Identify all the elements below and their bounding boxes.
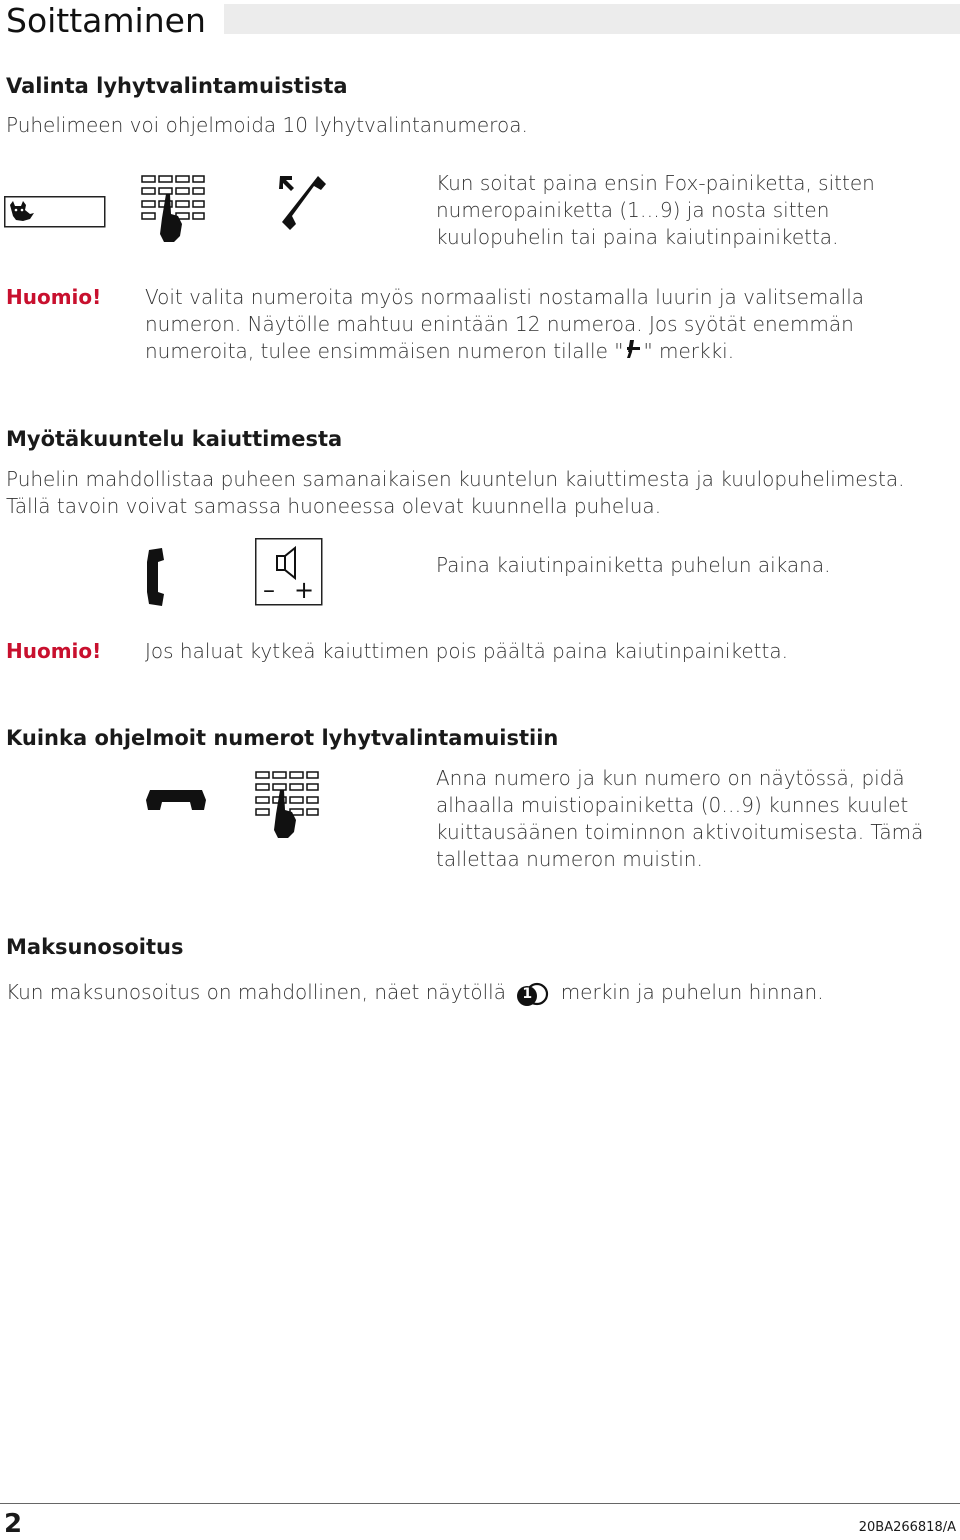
speed-dial-instruction <box>436 170 875 251</box>
note-line: Voit valita numeroita myös normaalisti nostamalla luurin ja valitsemalla <box>145 285 865 309</box>
note-text: numeroita, tulee ensimmäisen numeron tilalle " <box>145 339 624 363</box>
instruction-line: Anna numero ja kun numero on näytössä, pidä <box>436 766 905 790</box>
charge-text-before: Kun maksunosoitus on mahdollinen, näet näytöllä <box>6 980 506 1004</box>
charge-text-after: merkin ja puhelun hinnan. <box>560 980 824 1004</box>
body-line: Puhelin mahdollistaa puheen samanaikaisen kuuntelun kaiuttimesta ja kuulopuhelimesta. <box>6 467 905 491</box>
speed-dial-intro: Puhelimeen voi ohjelmoida 10 lyhytvalintanumeroa. <box>6 113 528 137</box>
keypad-press-icon <box>140 174 206 248</box>
page-number: 2 <box>4 1509 23 1539</box>
section-heading-loudspeaker: Myötäkuuntelu kaiuttimesta <box>6 427 343 451</box>
instruction-line: Kun soitat paina ensin Fox-painiketta, sitten <box>436 171 875 195</box>
section-heading-charge: Maksunosoitus <box>6 935 184 959</box>
section-heading-programming: Kuinka ohjelmoit numerot lyhytvalintamuistiin <box>6 726 559 750</box>
document-code: 20BA266818/A <box>858 1520 956 1535</box>
handset-icon <box>146 546 174 614</box>
instruction-line: alhaalla muistiopainiketta (0…9) kunnes kuulet <box>436 793 909 817</box>
loudspeaker-body <box>6 466 905 520</box>
overflow-marker-icon <box>623 338 643 367</box>
instruction-line: kuulopuhelin tai paina kaiutinpainiketta. <box>436 225 839 249</box>
instruction-line: tallettaa numeron muistin. <box>436 847 703 871</box>
charge-text <box>6 979 824 1008</box>
loudspeaker-instruction: Paina kaiutinpainiketta puhelun aikana. <box>436 553 831 577</box>
section-heading-speed-dial: Valinta lyhytvalintamuistista <box>6 74 348 98</box>
note-label: Huomio! <box>6 285 102 309</box>
instruction-line: numeropainiketta (1…9) ja nosta sitten <box>436 198 830 222</box>
body-line: Tällä tavoin voivat samassa huoneessa olevat kuunnella puhelua. <box>6 494 662 518</box>
footer-divider <box>0 1503 960 1504</box>
volume-down-label: – <box>263 576 275 604</box>
handset-on-hook-icon <box>144 786 208 818</box>
note-label: Huomio! <box>6 639 102 663</box>
note-line: numeron. Näytölle mahtuu enintään 12 numeroa. Jos syötät enemmän <box>145 312 854 336</box>
page-title: Soittaminen <box>6 1 206 40</box>
title-bar <box>224 4 960 34</box>
lift-handset-icon <box>274 172 330 236</box>
loudspeaker-note: Jos haluat kytkeä kaiuttimen pois päältä paina kaiutinpainiketta. <box>145 639 788 663</box>
speed-dial-note <box>145 284 864 367</box>
charge-indicator-digit: 1 <box>522 985 533 1002</box>
note-line <box>145 338 864 367</box>
programming-instruction <box>436 765 923 873</box>
instruction-line: kuittausäänen toiminnon aktivoitumisesta. Tämä <box>436 820 924 844</box>
keypad-press-icon <box>254 770 320 844</box>
charge-indicator-icon <box>516 980 550 1008</box>
fox-key-icon <box>4 196 106 232</box>
note-text: " merkki. <box>643 339 735 363</box>
volume-up-label: + <box>294 576 315 604</box>
